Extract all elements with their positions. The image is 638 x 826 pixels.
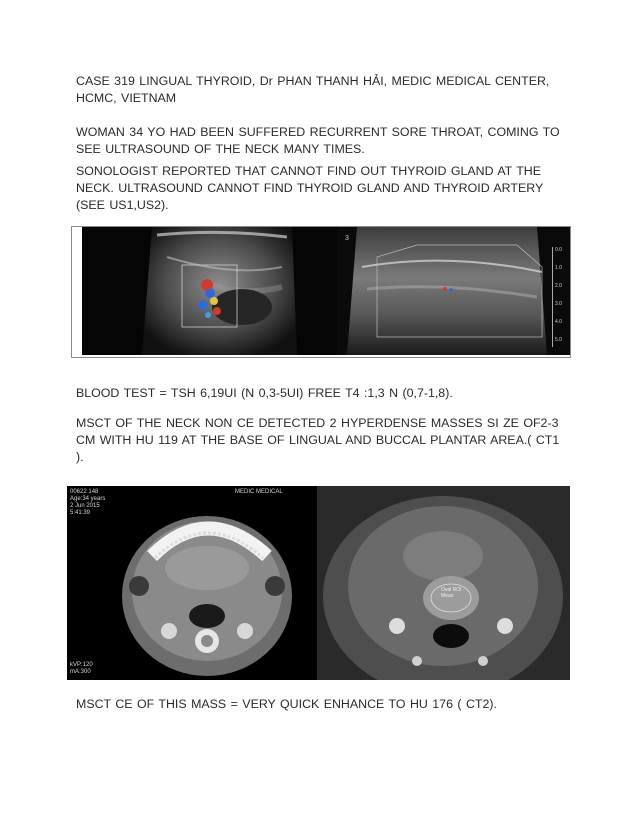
- us2-scale-1: 1.0: [555, 265, 562, 271]
- ct2-roi-label: Oval ROI Mean: [441, 587, 462, 599]
- case-title: CASE 319 LINGUAL THYROID, Dr PHAN THANH HẢI, MEDIC MEDICAL CENTER, HCMC, VIETNAM: [76, 74, 550, 105]
- us2-scale-2: 2.0: [555, 283, 562, 289]
- ct1-center-name: MEDIC MEDICAL: [235, 489, 283, 495]
- blood-test-paragraph: BLOOD TEST = TSH 6,19UI (N 0,3-5UI) FREE T4 :1,3 N (0,7-1,8).: [76, 386, 453, 400]
- ct-figure: [67, 486, 570, 680]
- us2-scale-4: 4.0: [555, 319, 562, 325]
- sonologist-paragraph: SONOLOGIST REPORTED THAT CANNOT FIND OUT THYROID GLAND AT THE NECK. ULTRASOUND CANNOT FIND THYROID GLAND AND THYROID ARTERY (SEE US1,US2).: [76, 164, 543, 212]
- msct-ce-paragraph: MSCT CE OF THIS MASS = VERY QUICK ENHANCE TO HU 176 ( CT2).: [76, 697, 497, 711]
- msct-paragraph: MSCT OF THE NECK NON CE DETECTED 2 HYPERDENSE MASSES SI ZE OF2-3 CM WITH HU 119 AT THE BASE OF LINGUAL AND BUCCAL PLANTAR AREA.( CT1 ).: [76, 416, 560, 464]
- ct2-image: [317, 486, 570, 680]
- ct1-scan-params: kVP:120 mA:300: [70, 662, 93, 675]
- us2-marker: 3: [345, 235, 349, 242]
- ultrasound-figure: [71, 226, 571, 358]
- us2-scale-0: 0.0: [555, 247, 562, 253]
- us2-scale-5: 5.0: [555, 337, 562, 343]
- ct1-image: [67, 486, 314, 680]
- ct1-patient-info: 00622 148 Age:34 years 2 Jun 2015 5:41:39: [70, 489, 106, 516]
- us2-scale-3: 3.0: [555, 301, 562, 307]
- us2-image: [337, 227, 570, 355]
- history-paragraph: WOMAN 34 YO HAD BEEN SUFFERED RECURRENT SORE THROAT, COMING TO SEE ULTRASOUND OF THE NECK MANY TIMES.: [76, 125, 560, 156]
